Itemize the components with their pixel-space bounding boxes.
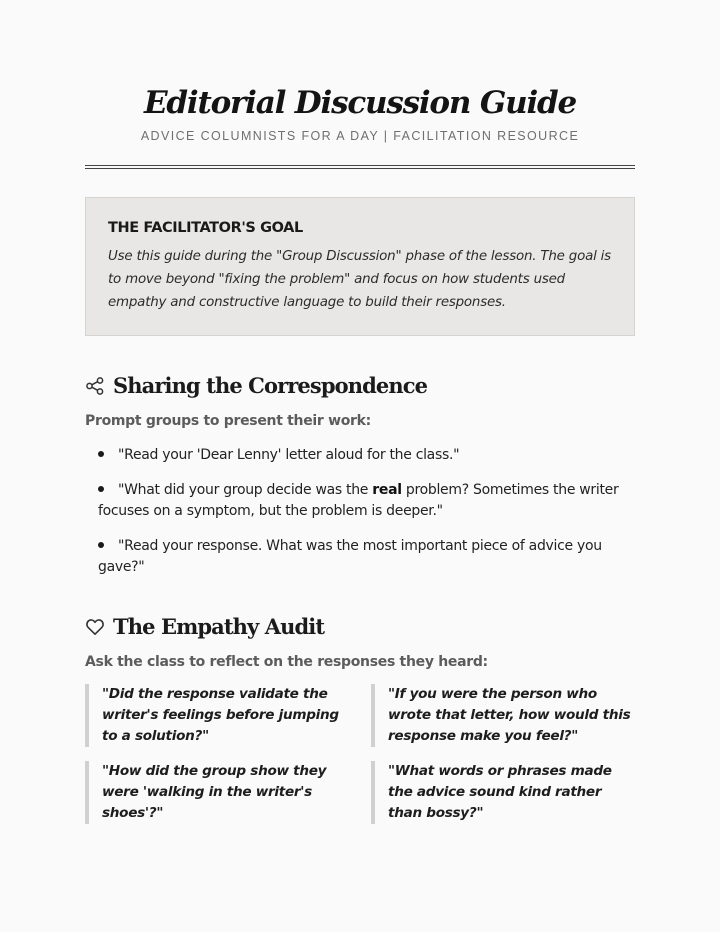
section-sharing-heading [85,373,635,398]
section-heading-text: The Empathy Audit [113,614,325,639]
goal-title: THE FACILITATOR'S GOAL [108,220,303,236]
list-item: "What did your group decide was the real problem? Sometimes the writer focuses on a symptom, but the problem is deeper." [98,482,619,519]
section-prompt: Ask the class to reflect on the responses they heard: [85,654,488,670]
document-header [85,0,635,169]
bullet-dot [98,451,104,457]
section-empathy-heading [85,614,635,639]
reflection-quote: "What words or phrases made the advice sound kind rather than bossy?" [371,761,635,824]
bullet-dot [98,486,104,492]
page-title: Editorial Discussion Guide [143,85,577,121]
list-item: "Read your response. What was the most important piece of advice you gave?" [98,538,602,575]
reflection-questions-grid [85,684,635,824]
list-item: "Read your 'Dear Lenny' letter aloud for the class." [98,445,635,466]
reflection-quote: "If you were the person who wrote that letter, how would this response make you feel?" [371,684,635,747]
heart-icon [85,617,105,637]
section-prompt: Prompt groups to present their work: [85,413,371,429]
discussion-prompts-list [85,445,635,578]
reflection-quote: "Did the response validate the writer's feelings before jumping to a solution?" [85,684,349,747]
page-subtitle: ADVICE COLUMNISTS FOR A DAY | FACILITATION RESOURCE [140,129,580,143]
facilitator-goal-box [85,197,635,336]
share-icon [85,376,105,396]
section-heading-text: Sharing the Correspondence [113,373,428,398]
goal-text: Use this guide during the "Group Discussion" phase of the lesson. The goal is to move beyond "fixing the problem" and focus on how students used empathy and constructive language to build their responses. [108,249,611,310]
bullet-dot [98,542,104,548]
reflection-quote: "How did the group show they were 'walking in the writer's shoes'?" [85,761,349,824]
header-divider [85,165,635,169]
